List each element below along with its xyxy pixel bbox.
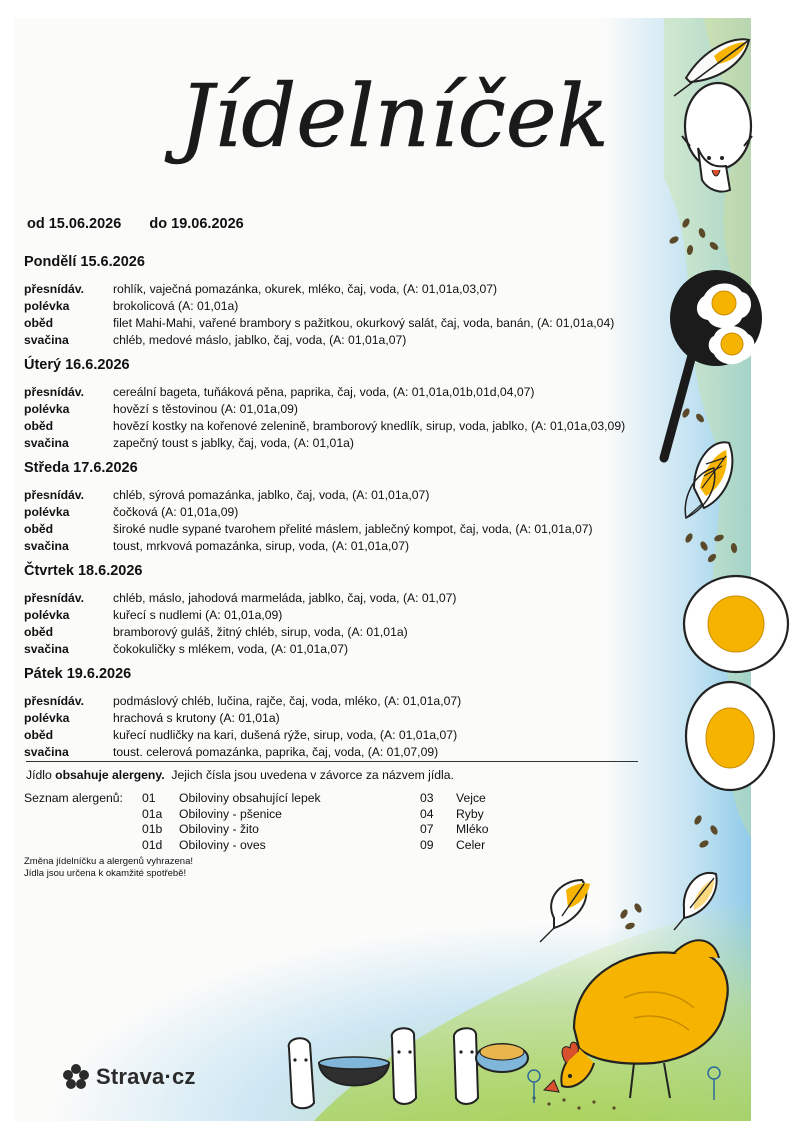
meal-text: kuřecí nudličky na kari, dušená rýže, sirup, voda, (A: 01,01a,07) (113, 728, 458, 742)
meal-row-lunch (24, 315, 704, 332)
footnote-line: Změna jídelníčku a alergenů vyhrazena! (24, 856, 193, 867)
meal-row-lunch (24, 727, 704, 744)
allergen-name: Ryby (456, 806, 484, 821)
footnote-line: Jídla jsou určena k okamžité spotřebě! (24, 868, 187, 879)
day-wednesday (24, 459, 704, 555)
allergen-name: Mléko (456, 822, 489, 836)
allergen-code: 01a (142, 806, 163, 821)
allergen-code: 01b (142, 822, 163, 836)
meal-row-soup (24, 298, 704, 315)
meal-label: polévka (24, 505, 70, 519)
meal-text: chléb, sýrová pomazánka, jablko, čaj, voda, (A: 01,01a,07) (113, 488, 430, 502)
meal-text: podmáslový chléb, lučina, rajče, čaj, voda, mléko, (A: 01,01a,07) (113, 694, 462, 708)
meal-row-snack-am (24, 487, 704, 504)
meal-label: oběd (24, 522, 54, 536)
meal-label: přesnídáv. (24, 385, 85, 399)
allergen-code: 09 (420, 837, 434, 852)
day-tuesday (24, 356, 704, 452)
meal-text: hovězí s těstovinou (A: 01,01a,09) (113, 402, 298, 416)
meal-row-lunch (24, 418, 704, 435)
meal-row-snack-pm (24, 435, 704, 452)
meal-label: svačina (24, 436, 69, 450)
menu-sheet (14, 18, 751, 1121)
meal-label: svačina (24, 745, 69, 759)
meal-label: svačina (24, 642, 69, 656)
meal-label: přesnídáv. (24, 282, 85, 296)
allergen-note-rest: Jejich čísla jsou uvedena v závorce za názvem jídla. (164, 768, 454, 782)
allergen-code: 01d (142, 837, 163, 852)
section-divider (26, 761, 638, 762)
page-title-text: Jídelníček (179, 67, 609, 167)
page-title (179, 46, 609, 206)
meal-row-lunch (24, 624, 704, 641)
allergen-name: Obiloviny obsahující lepek (179, 791, 321, 805)
meal-label: oběd (24, 316, 54, 330)
meal-row-lunch (24, 521, 704, 538)
meal-label: oběd (24, 419, 54, 433)
meal-text: čočková (A: 01,01a,09) (113, 505, 239, 519)
date-range (27, 216, 244, 232)
allergen-list-label: Seznam alergenů: (24, 791, 123, 805)
meal-label: svačina (24, 333, 69, 347)
meal-row-soup (24, 607, 704, 624)
logo-text: Strava·cz (96, 1064, 196, 1089)
meal-text: chléb, máslo, jahodová marmeláda, jablko, čaj, voda, (A: 01,07) (113, 591, 457, 605)
meal-label: oběd (24, 728, 54, 742)
day-friday (24, 665, 704, 761)
meal-label: přesnídáv. (24, 591, 85, 605)
allergen-note-prefix: Jídlo (26, 768, 56, 782)
meal-label: oběd (24, 625, 54, 639)
day-title: Pondělí 15.6.2026 (24, 254, 145, 270)
allergen-note-bold: obsahuje alergeny. (55, 768, 165, 782)
allergen-name: Obiloviny - pšenice (179, 806, 282, 821)
allergen-note (26, 768, 454, 782)
allergen-name: Obiloviny - oves (179, 837, 266, 852)
meal-row-soup (24, 504, 704, 521)
day-title: Úterý 16.6.2026 (24, 357, 130, 373)
meal-label: polévka (24, 711, 70, 725)
allergen-code: 01 (142, 791, 156, 805)
meal-text: hrachová s krutony (A: 01,01a) (113, 711, 280, 725)
footnote (24, 856, 193, 880)
meal-label: přesnídáv. (24, 694, 85, 708)
date-from: od 15.06.2026 (27, 216, 122, 232)
meal-text: rohlík, vaječná pomazánka, okurek, mléko, čaj, voda, (A: 01,01a,03,07) (113, 282, 498, 296)
meal-row-snack-am (24, 590, 704, 607)
meal-text: filet Mahi-Mahi, vařené brambory s pažitkou, okurkový salát, čaj, voda, banán, (A: 01,01a,04) (113, 316, 615, 330)
meal-row-snack-am (24, 384, 704, 401)
allergen-code: 03 (420, 791, 434, 805)
date-to: do 19.06.2026 (149, 216, 244, 232)
meal-text: široké nudle sypané tvarohem přelité máslem, jablečný kompot, čaj, voda, (A: 01,01a,07) (113, 522, 593, 536)
meal-text: chléb, medové máslo, jablko, čaj, voda, (A: 01,01a,07) (113, 333, 407, 347)
meal-text: toust. celerová pomazánka, paprika, čaj, voda, (A: 01,07,09) (113, 745, 439, 759)
day-thursday (24, 562, 704, 658)
meal-text: bramborový guláš, žitný chléb, sirup, voda, (A: 01,01a) (113, 625, 408, 639)
meal-row-soup (24, 710, 704, 727)
meal-row-snack-pm (24, 744, 704, 761)
meal-text: cereální bageta, tuňáková pěna, paprika, čaj, voda, (A: 01,01a,01b,01d,04,07) (113, 385, 535, 399)
allergen-name: Obiloviny - žito (179, 822, 259, 836)
meal-text: čokokuličky s mlékem, voda, (A: 01,01a,07) (113, 642, 349, 656)
meal-row-snack-am (24, 281, 704, 298)
day-monday (24, 253, 704, 349)
meal-row-soup (24, 401, 704, 418)
meal-label: přesnídáv. (24, 488, 85, 502)
meal-text: kuřecí s nudlemi (A: 01,01a,09) (113, 608, 283, 622)
meal-label: polévka (24, 402, 70, 416)
flower-logo-icon (62, 1063, 90, 1091)
allergen-name: Vejce (456, 791, 486, 805)
day-title: Středa 17.6.2026 (24, 460, 138, 476)
meal-text: toust, mrkvová pomazánka, sirup, voda, (A: 01,01a,07) (113, 539, 410, 553)
day-title: Čtvrtek 18.6.2026 (24, 563, 143, 579)
meal-text: brokolicová (A: 01,01a) (113, 299, 239, 313)
meal-label: polévka (24, 608, 70, 622)
day-title: Pátek 19.6.2026 (24, 666, 132, 682)
meal-row-snack-am (24, 693, 704, 710)
meal-text: zapečný toust s jablky, čaj, voda, (A: 01,01a) (113, 436, 354, 450)
meal-label: polévka (24, 299, 70, 313)
meal-row-snack-pm (24, 641, 704, 658)
strava-logo (62, 1062, 196, 1092)
meal-row-snack-pm (24, 332, 704, 349)
meal-label: svačina (24, 539, 69, 553)
allergen-code: 07 (420, 822, 434, 836)
meal-row-snack-pm (24, 538, 704, 555)
meal-text: hovězí kostky na kořenové zelenině, bramborový knedlík, sirup, voda, jablko, (A: 01,01a,03,09) (113, 419, 626, 433)
allergen-name: Celer (456, 837, 486, 852)
allergen-code: 04 (420, 806, 434, 821)
